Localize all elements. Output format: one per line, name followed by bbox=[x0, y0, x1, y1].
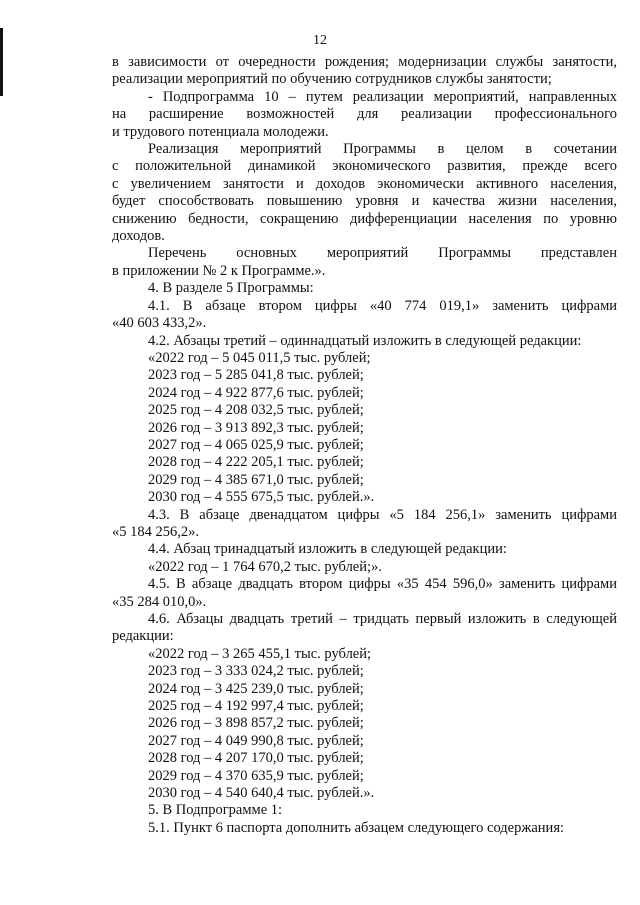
text-line: «2022 год – 3 265 455,1 тыс. рублей; bbox=[148, 645, 372, 662]
text-line: 2024 год – 4 922 877,6 тыс. рублей; bbox=[148, 384, 364, 401]
text-line: на расширение возможностей для реализации профессионального bbox=[112, 106, 617, 123]
text-line: доходов. bbox=[112, 228, 165, 245]
text-line: - Подпрограмма 10 – путем реализации мероприятий, направленных bbox=[148, 88, 617, 105]
text-line: в зависимости от очередности рождения; модернизации службы занятости, bbox=[112, 54, 617, 70]
page-number: 12 bbox=[313, 33, 327, 48]
text-line: 2023 год – 5 285 041,8 тыс. рублей; bbox=[148, 367, 364, 384]
text-line: 2025 год – 4 208 032,5 тыс. рублей; bbox=[148, 402, 364, 419]
text-line: с увеличением занятости и доходов экономически активного населения, bbox=[112, 175, 617, 192]
text-line: Реализация мероприятий Программы в целом в сочетании bbox=[148, 141, 617, 158]
text-line: 5.1. Пункт 6 паспорта дополнить абзацем следующего содержания: bbox=[148, 819, 565, 836]
text-line: «2022 год – 5 045 011,5 тыс. рублей; bbox=[148, 349, 371, 366]
text-line: «40 603 433,2». bbox=[112, 315, 207, 332]
text-line: 2029 год – 4 370 635,9 тыс. рублей; bbox=[148, 767, 364, 784]
text-line: Перечень основных мероприятий Программы представлен bbox=[148, 245, 617, 262]
text-line: 2025 год – 4 192 997,4 тыс. рублей; bbox=[148, 698, 364, 715]
text-line: 2028 год – 4 222 205,1 тыс. рублей; bbox=[148, 454, 364, 471]
text-line: реализации мероприятий по обучению сотрудников службы занятости; bbox=[112, 71, 552, 88]
text-line: 4. В разделе 5 Программы: bbox=[148, 280, 314, 297]
document-body bbox=[112, 54, 617, 837]
text-line: 2028 год – 4 207 170,0 тыс. рублей; bbox=[148, 750, 364, 767]
text-line: 4.3. В абзаце двенадцатом цифры «5 184 256,1» заменить цифрами bbox=[148, 506, 617, 523]
text-line: 2027 год – 4 049 990,8 тыс. рублей; bbox=[148, 732, 364, 749]
text-line: 4.6. Абзацы двадцать третий – тридцать первый изложить в следующей bbox=[148, 611, 617, 627]
text-line: и трудового потенциала молодежи. bbox=[112, 123, 329, 140]
text-line: 2030 год – 4 555 675,5 тыс. рублей.». bbox=[148, 489, 375, 506]
text-line: в приложении № 2 к Программе.». bbox=[112, 262, 326, 279]
text-line: 4.1. В абзаце втором цифры «40 774 019,1» заменить цифрами bbox=[148, 297, 617, 314]
text-line: с положительной динамикой экономического развития, прежде всего bbox=[112, 158, 617, 175]
text-line: «2022 год – 1 764 670,2 тыс. рублей;». bbox=[148, 558, 382, 575]
text-line: 2023 год – 3 333 024,2 тыс. рублей; bbox=[148, 663, 364, 680]
text-line: «5 184 256,2». bbox=[112, 523, 199, 540]
text-line: 2026 год – 3 913 892,3 тыс. рублей; bbox=[148, 419, 364, 436]
text-line: 5. В Подпрограмме 1: bbox=[148, 802, 283, 819]
text-line: 2029 год – 4 385 671,0 тыс. рублей; bbox=[148, 471, 364, 488]
text-line: 2027 год – 4 065 025,9 тыс. рублей; bbox=[148, 436, 364, 453]
text-line: 4.2. Абзацы третий – одиннадцатый изложить в следующей редакции: bbox=[148, 332, 582, 349]
text-line: 4.5. В абзаце двадцать втором цифры «35 454 596,0» заменить цифрами bbox=[148, 576, 617, 593]
text-line: 2030 год – 4 540 640,4 тыс. рублей.». bbox=[148, 785, 375, 802]
text-line: будет способствовать повышению уровня и качества жизни населения, bbox=[112, 193, 617, 210]
text-line: редакции: bbox=[112, 628, 174, 645]
text-line: «35 284 010,0». bbox=[112, 593, 207, 610]
text-line: 4.4. Абзац тринадцатый изложить в следующей редакции: bbox=[148, 541, 507, 558]
text-line: снижению бедности, сокращению дифференциации населения по уровню bbox=[112, 210, 617, 227]
text-line: 2024 год – 3 425 239,0 тыс. рублей; bbox=[148, 680, 364, 697]
text-line: 2026 год – 3 898 857,2 тыс. рублей; bbox=[148, 715, 364, 732]
